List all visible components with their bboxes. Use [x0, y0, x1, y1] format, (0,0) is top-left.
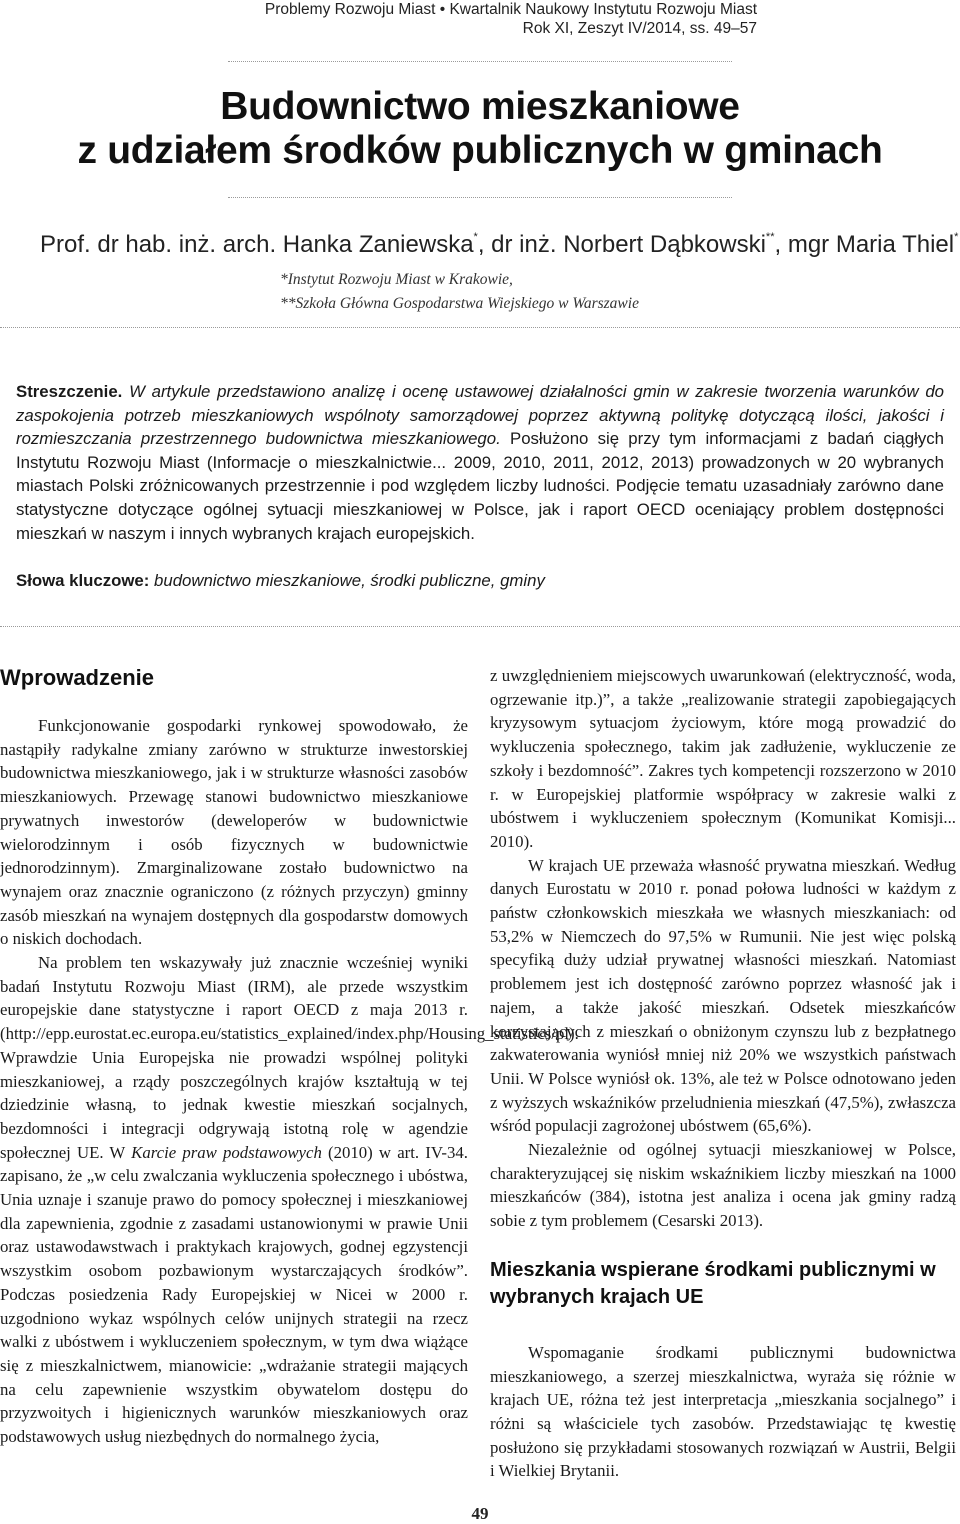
left-paragraph-2-italic: Karcie praw podstawowych [131, 1142, 322, 1162]
divider-title [228, 197, 732, 198]
left-paragraph-2-text-a: Na problem ten wskazywały już znacznie wcześniej wyniki badań Instytutu Rozwoju Miast (IRM), ale przede wszystkim europejskie dane statystyczne i raport OECD z maja 2013 r. (http://epp.eurostat.ec.europa.eu/statistics_explained/index.php/Housing_statistics/pl). Wprawdzie Unia Europejska nie prowadzi wspólnej polityki mieszkaniowej, a rządy poszczególnych krajów kształtują w tej dziedzinie własną, to jednak kwestie mieszkań socjalnych, bezdomności i integracji odgrywają istotną rolę w agendzie społecznej UE. W [0, 953, 579, 1162]
right-paragraph-0: z uwzględnieniem miejscowych uwarunkowań (elektryczność, woda, ogrzewanie itp.)”, a także „realizowanie strategii zapobiegających kryzysowym sytuacjom życiowym, które mogą prowadzić do wykluczenia społecznego, takim jak zadłużenie, wykluczenie ze szkoły i bezdomność”. Zakres tych kompetencji rozszerzono w 2010 r. w Europejskiej platformie współpracy w zakresie walki z ubóstwem i wykluczeniem społecznym (Komunikat Komisji... 2010). [490, 666, 956, 851]
author-3: , mgr Maria Thiel [774, 231, 955, 258]
divider-body [0, 626, 960, 627]
journal-line-2: Rok XI, Zeszyt IV/2014, ss. 49–57 [522, 20, 757, 37]
section-heading-supported-housing: Mieszkania wspierane środkami publicznymi w wybranych krajach UE [490, 1258, 936, 1308]
affiliation-2: **Szkoła Główna Gospodarstwa Wiejskiego w Warszawie [280, 295, 639, 312]
author-3-marker: * [954, 231, 959, 243]
keywords [16, 569, 944, 593]
left-paragraph-1: Funkcjonowanie gospodarki rynkowej spowodowało, że nastąpiły radykalne zmiany zarówno w strukturze inwestorskiej budownictwa mieszkaniowego, jak i w strukturze własności zasobów mieszkaniowych. Przewagę stanowi budownictwo mieszkaniowe prywatnych inwestorów (deweloperów w budownictwie wielorodzinnym i osób fizycznych w budownictwie jednorodzinnym). Zmarginalizowane zostało budownictwo na wynajem oraz znacznie ograniczono (z różnych przyczyn) gminny zasób mieszkań na wynajem dostępnych dla gospodarstw domowych o niskich dochodach. [0, 716, 468, 949]
page-number: 49 [471, 1504, 489, 1523]
authors [40, 222, 959, 260]
affiliations [280, 268, 700, 316]
author-2: , dr inż. Norbert Dąbkowski [477, 231, 766, 258]
author-2-marker: ** [765, 231, 775, 243]
right-paragraph-1: W krajach UE przeważa własność prywatna mieszkań. Według danych Eurostatu w 2010 r. ponad połowa ludności w każdym z państw członkowskich mieszkała we własnych mieszkaniach: od 53,2% w Niemczech do 97,5% w Rumunii. Nie jest więc polską specyfiką duży udział prywatnej własności mieszkań. Natomiast problemem jest ich dostępność zarówno poprzez własność jak i najem, a także jakość mieszkań. Odsetek mieszkańców korzystających z mieszkań o obniżonym czynszu lub z bezpłatnego zakwaterowania wyniósł mniej niż 20% we wszystkich państwach Unii. W Polsce wyniósł ok. 13%, ale też w Polsce odnotowano jeden z wyższych wskaźników przeludnienia mieszkań (47,5%), zwłaszcza wśród populacji zagrożonej ubóstwem (65,6%). [490, 855, 956, 1136]
keywords-label: Słowa kluczowe: [16, 571, 150, 590]
abstract [16, 380, 944, 545]
right-paragraph-2: Niezależnie od ogólnej sytuacji mieszkaniowej w Polsce, charakteryzującej się niskim wskaźnikiem liczby mieszkań na 1000 mieszkańców (384), istotna jest analiza i ocena jak gminy radzą sobie z tym problemem (Cesarski 2013). [490, 1140, 956, 1231]
article-title [0, 85, 960, 173]
author-1-marker: * [473, 231, 478, 243]
author-1: Prof. dr hab. inż. arch. Hanka Zaniewska [40, 231, 474, 258]
abstract-text-2: Posłużono się przy tym informacjami z badań ciągłych Instytutu Rozwoju Miast (Informacje o mieszkalnictwie... 2009, 2010, 2011, 2012, 2013) prowadzonych w 20 wybranych miastach Polski zróżnicowanych przestrzennie i pod względem liczby ludności. Podjęcie tematu uzasadniały zarówno dane statystyczne dotyczące ogólnej sytuacji mieszkaniowej w Polsce, jak i raport OECD oceniający problem dostępności mieszkań w naszym i innych wybranych krajach europejskich. [16, 429, 944, 543]
title-line-2: z udziałem środków publicznych w gminach [77, 129, 883, 172]
title-line-1: Budownictwo mieszkaniowe [220, 85, 740, 128]
left-paragraph-2 [0, 951, 579, 1449]
abstract-label: Streszczenie. [16, 382, 123, 401]
keywords-text: budownictwo mieszkaniowe, środki publiczne, gminy [149, 571, 545, 590]
divider-top [228, 61, 732, 62]
right-paragraph-3: Wspomaganie środkami publicznymi budownictwa mieszkaniowego, a szerzej mieszkalnictwa, wyraża się różnie w krajach UE, różna też jest interpretacja „mieszkania socjalnego” i różni są właściciele tych zasobów. Przedstawiając tę kwestię posłużono się przykładami stosowanych rozwiązań w Austrii, Belgii i Wielkiej Brytanii. [490, 1342, 956, 1481]
affiliation-1: *Instytut Rozwoju Miast w Krakowie, [280, 271, 513, 288]
abstract-text-1: W artykule przedstawiono analizę i ocenę ustawowej działalności gmin w zakresie tworzenia warunków do zaspokojenia potrzeb mieszkaniowych wspólnoty samorządowej poprzez aktywną politykę dotyczącą ilości, jakości i rozmieszczania przestrzennego budownictwa mieszkaniowego. [16, 382, 944, 449]
section-heading-introduction: Wprowadzenie [0, 665, 155, 690]
left-paragraph-2-text-b: (2010) w art. IV-34. zapisano, że „w celu zwalczania wykluczenia społecznego i ubóstwa, Unia uznaje i szanuje prawo do pomocy społecznej i mieszkaniowej dla zapewnienia, zgodnie z zasadami ustanowionymi w prawie Unii oraz ustawodawstwach i praktykach krajowych, godnej egzystencji wszystkim osobom pozbawionym wystarczających środków”. Podczas posiedzenia Rady Europejskiej w Nicei w 2000 r. uzgodniono wykaz wspólnych celów unijnych strategii na rzecz walki z ubóstwem i wykluczeniem społecznym, w tym dwa wiążące się z mieszkalnictwem, mianowicie: „wdrażanie strategii mających na celu zapewnienie wszystkim obywatelom dostępu do przyzwoitych i higienicznych warunków mieszkaniowych oraz podstawowych usług niezbędnych do normalnego życia, [0, 1142, 468, 1447]
divider-affiliations [0, 327, 960, 328]
journal-line-1: Problemy Rozwoju Miast • Kwartalnik Naukowy Instytutu Rozwoju Miast [264, 1, 757, 18]
left-column [0, 664, 579, 1449]
journal-header [197, 0, 757, 38]
right-column [490, 664, 956, 1483]
